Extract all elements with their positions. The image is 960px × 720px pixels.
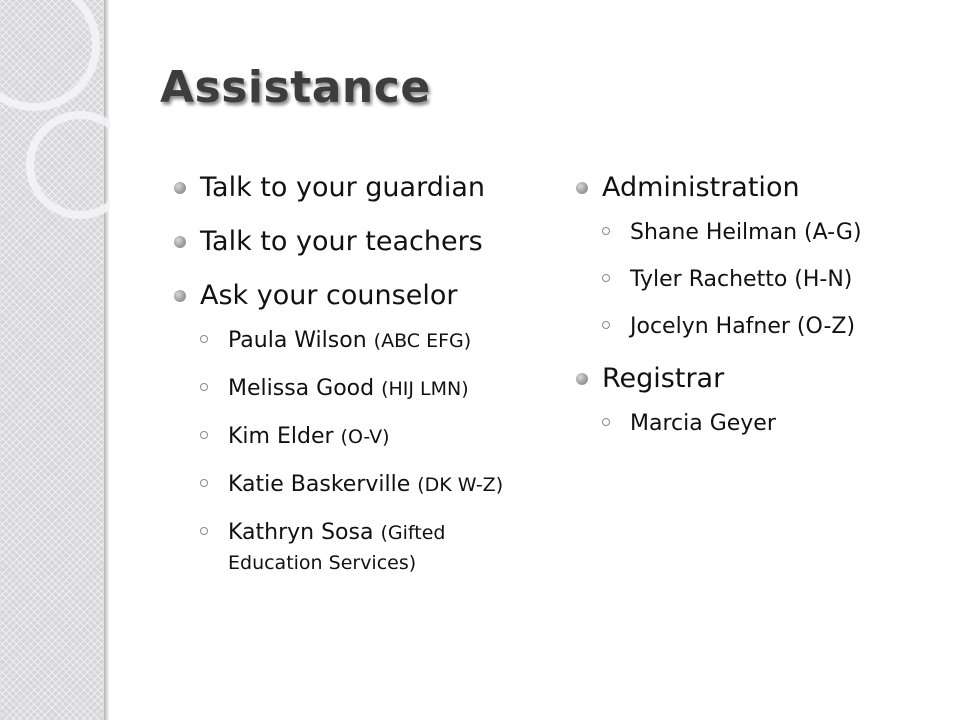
sub-item-administrator: [602, 312, 934, 341]
administrator-name: Shane Heilman (A-G): [630, 220, 862, 245]
registrar-name: Marcia Geyer: [630, 411, 776, 436]
counselor-note: (O-V): [340, 426, 390, 448]
sub-item-registrar: [602, 409, 934, 438]
counselor-note: (Gifted Education Services): [228, 522, 446, 574]
sub-item-counselor: [200, 422, 532, 452]
administrator-name: Tyler Rachetto (H-N): [630, 267, 853, 292]
counselor-note: (HIJ LMN): [381, 378, 469, 400]
bullet-icon: [576, 373, 588, 385]
sub-bullet-icon: [200, 335, 208, 343]
bullet-icon: [174, 182, 186, 194]
administrator-name: Jocelyn Hafner (O-Z): [630, 314, 856, 339]
sub-bullet-icon: [200, 431, 208, 439]
list-item-label: Talk to your guardian: [200, 172, 485, 203]
sub-item-counselor: [200, 374, 532, 404]
sub-bullet-icon: [602, 418, 610, 426]
counselor-name: Melissa Good: [228, 376, 375, 401]
left-bullet-list: [172, 168, 532, 596]
decorative-rings: [0, 0, 110, 260]
sub-bullet-icon: [200, 479, 208, 487]
right-bullet-list: [574, 168, 934, 456]
sub-item-counselor: [200, 326, 532, 356]
counselor-name: Katie Baskerville: [228, 472, 411, 497]
sub-bullet-icon: [200, 383, 208, 391]
slide-title: Assistance: [160, 62, 431, 113]
sub-bullet-icon: [602, 274, 610, 282]
list-item-label: Registrar: [602, 363, 725, 394]
administration-sub-list: [602, 218, 934, 341]
decorative-ring-small: [30, 115, 110, 215]
list-item-administration: [574, 168, 934, 341]
list-item-label: Administration: [602, 172, 800, 203]
counselor-note: (ABC EFG): [373, 330, 472, 352]
list-item-talk-to-teachers: [172, 222, 532, 262]
registrar-sub-list: [602, 409, 934, 438]
sub-bullet-icon: [602, 227, 610, 235]
sub-bullet-icon: [200, 527, 208, 535]
sub-item-counselor: [200, 518, 532, 578]
counselor-note: (DK W-Z): [417, 474, 504, 496]
list-item-registrar: [574, 359, 934, 438]
counselor-name: Kathryn Sosa: [228, 520, 374, 545]
bullet-icon: [174, 236, 186, 248]
sub-item-counselor: [200, 470, 532, 500]
counselor-name: Kim Elder: [228, 424, 334, 449]
list-item-talk-to-guardian: [172, 168, 532, 208]
sub-item-administrator: [602, 265, 934, 294]
bullet-icon: [576, 182, 588, 194]
bullet-icon: [174, 290, 186, 302]
counselor-sub-list: [200, 326, 532, 578]
list-item-ask-counselor: [172, 276, 532, 578]
list-item-label: Talk to your teachers: [200, 226, 483, 257]
sub-bullet-icon: [602, 321, 610, 329]
list-item-label: Ask your counselor: [200, 280, 458, 311]
counselor-name: Paula Wilson: [228, 328, 367, 353]
sub-item-administrator: [602, 218, 934, 247]
decorative-ring-large: [0, 0, 96, 107]
